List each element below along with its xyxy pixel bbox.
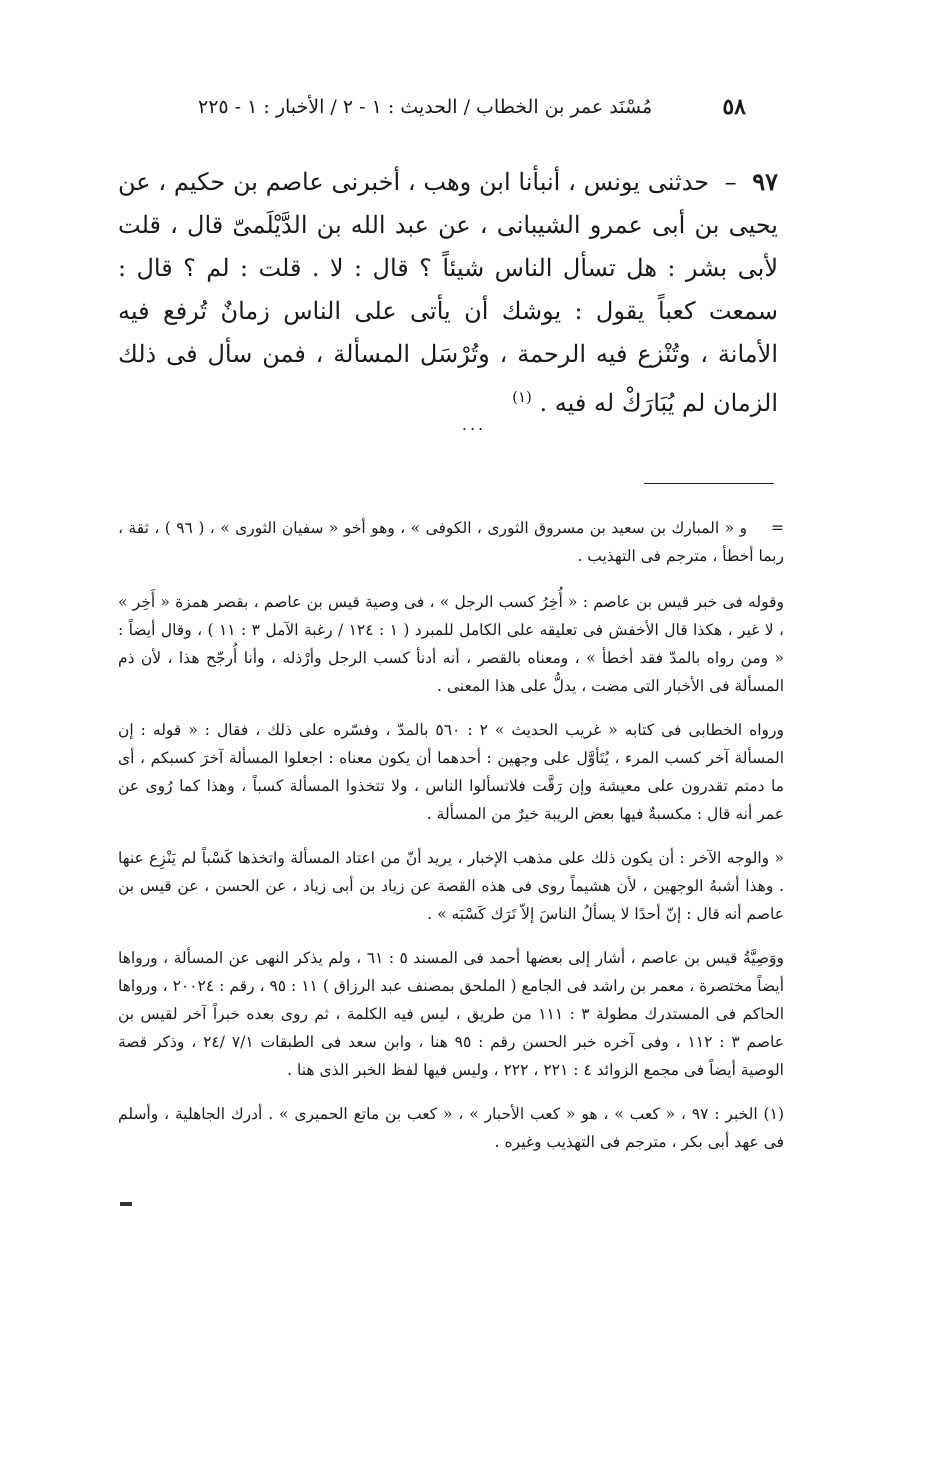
footnote-ref: (١) <box>512 388 532 406</box>
page-number: ٥٨ <box>722 94 746 120</box>
footnote-paragraph: ووَصِيَّةُ قيس بن عاصم ، أشار إلى بعضها أحمد فى المسند ٥ : ٦١ ، ولم يذكر النهى عن المسألة ، ورواها أيضاً مختصرة ، معمر بن راشد فى الجامع ( الملحق بمصنف عبد الرزاق ) ١١ : ٩٥ ، رقم : ٢٠٠٢٤ ، ورواها الحاكم فى المستدرك مطولة ٣ : ١١١ من طريق ، ليس فيه الكلمة ، ثم روى بعده خبراً آخر لقيس بن عاصم ٣ : ١١٢ ، وفى آخره خبر الحسن رقم : ٩٥ هنا ، وابن سعد فى الطبقات ٧/١ /٢٤ ، وذكر قصة الوصية أيضاً فى مجمع الزوائد ٤ : ٢٢١ ، ٢٢٢ ، وليس فيها لفظ الخبر الذى هنا . <box>118 949 785 1079</box>
footnote-paragraph: ورواه الخطابى فى كتابه « غريب الحديث » ٢ : ٥٦٠ بالمدّ ، وفسّره على ذلك ، فقال : « قوله : إن المسألة آخر كسب المرء ، يُتَأوَّل على وجهين : أحدهما أن يكون معناه : اجعلوا المسألة آخرَ كسبكم ، أى ما دمتم تقدرون على معيشة وإن رَقَّت فلاتسألوا الناس ، ولا تتخذوا المسألة كسباً ، وهذا كما رُوى عن عمر أنه قال : مكسبةٌ فيها بعض الريبة خيرٌ من المسألة . <box>118 721 785 823</box>
footnote-rule <box>644 483 774 484</box>
footnote-paragraph: وقوله فى خبر قيس بن عاصم : « أُخِرُ كسب الرجل » ، فى وصية قيس بن عاصم ، بقصر همزة « أَخِر » ، لا غير ، هكذا قال الأخفش فى تعليقه على الكامل للمبرد ( ١ : ١٢٤ / رغبة الآمل ٣ : ١١ ) ، وقال أيضاً : « ومن رواه بالمدّ فقد أخطأ » ، ومعناه بالقصر ، أنه أدنأ كسب الرجل وأرْذله ، وأنا أُرجّح هذا ، لأن ذم المسألة فى الأخبار التى مضت ، يدلُّ على هذا المعنى . <box>118 593 784 695</box>
continuation-mark: = <box>771 519 784 537</box>
footnote-paragraph: « والوجه الآخر : أن يكون ذلك على مذهب الإخبار ، يريد أنّ من اعتاد المسألة واتخذها كَسْباً لم يَنْزِع عنها . وهذا أشبهُ الوجهين ، لأن هشيماً روى فى هذه القصة عن زياد بن أبى زياد ، عن الحسن ، عن قيس بن عاصم أنه قال : إنّ أحدًا لا يسألُ الناسَ إلاّ تَرَك كَسْبَه » . <box>118 849 784 923</box>
running-title: مُسْنَد عمر بن الخطاب / الحديث : ١ - ٢ / الأخبار : ١ - ٢٢٥ <box>198 96 653 118</box>
main-text <box>118 160 778 425</box>
hadith-text: حدثنى يونس ، أنبأنا ابن وهب ، أخبرنى عاصم بن حكيم ، عن يحيى بن أبى عمرو الشيبانى ، عن عبد الله بن الدَّيْلَمىّ قال ، قلت لأبى بشر : هل تسأل الناس شيئاً ؟ قال : لا . قلت : لم ؟ قال : سمعت كعباً يقول : يوشك أن يأتى على الناس زمانٌ تُرفع فيه الأمانة ، وتُنْزع فيه الرحمة ، وتُرْسَل المسألة ، فمن سأل فى ذلك الزمان لم يُبَارَكْ له فيه . <box>118 168 778 417</box>
page-header <box>198 92 746 122</box>
footnote-paragraph: =و « المبارك بن سعيد بن مسروق الثورى ، الكوفى » ، وهو أخو « سفيان الثورى » ، ( ٩٦ ) ، ثقة ، ربما أخطأ ، مترجم فى التهذيب . <box>118 514 784 570</box>
section-separator: ... <box>461 415 487 434</box>
footnotes <box>118 514 784 1172</box>
footnote-paragraph: (١) الخبر : ٩٧ ، « كعب » ، هو « كعب الأحبار » ، « كعب بن ماتع الحميرى » . أدرك الجاهلية ، وأسلم فى عهد أبى بكر ، مترجم فى التهذيب وغيره . <box>118 1105 784 1151</box>
printer-mark <box>120 1202 132 1206</box>
hadith-number: ٩٧ <box>752 167 778 196</box>
hadith-dash: – <box>709 168 745 196</box>
